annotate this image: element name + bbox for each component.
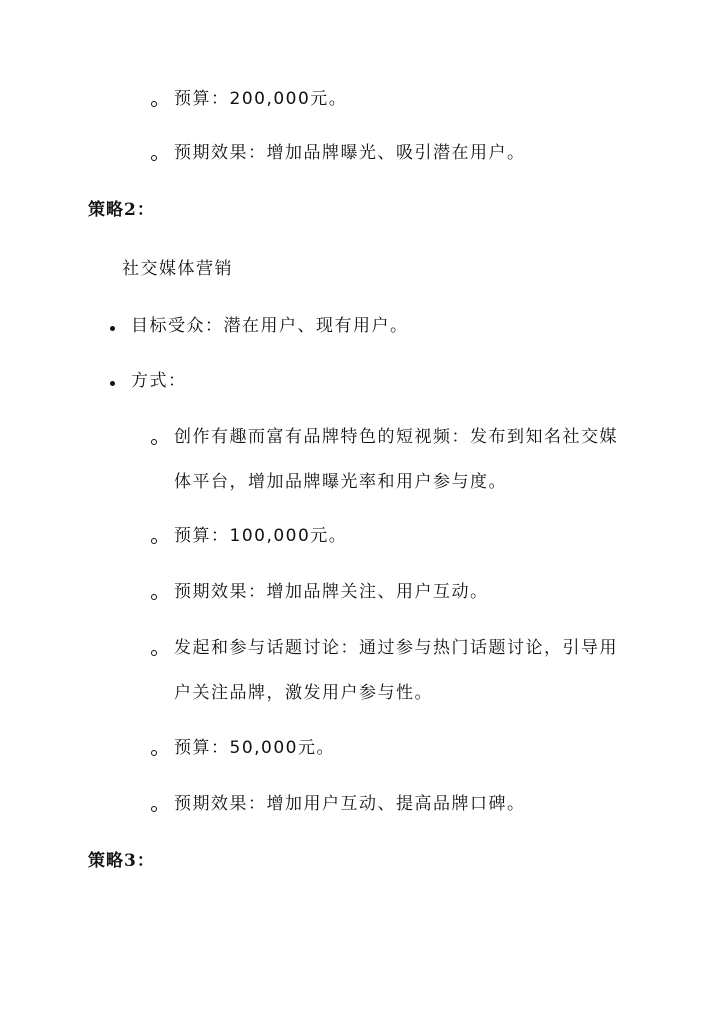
circle-bullet-icon (151, 806, 157, 812)
bullet-dot-icon (110, 326, 115, 331)
circle-bullet-icon (151, 594, 157, 600)
expected-effect-text: 预期效果：增加品牌曝光、吸引潜在用户。 (174, 143, 526, 163)
circle-bullet-icon (151, 101, 157, 107)
method-item-text-continued: 体平台，增加品牌曝光率和用户参与度。 (174, 472, 507, 492)
strategy-3-heading: 策略3： (88, 851, 155, 871)
circle-bullet-icon (151, 538, 157, 544)
budget-text: 预算：50,000元。 (174, 738, 335, 758)
strategy-2-subtitle: 社交媒体营销 (122, 259, 233, 279)
circle-bullet-icon (151, 750, 157, 756)
method-item-text: 创作有趣而富有品牌特色的短视频：发布到知名社交媒 (174, 427, 618, 447)
budget-text: 预算：200,000元。 (174, 89, 348, 109)
expected-effect-text: 预期效果：增加品牌关注、用户互动。 (174, 582, 489, 602)
method-item-text: 发起和参与话题讨论：通过参与热门话题讨论，引导用 (174, 638, 618, 658)
circle-bullet-icon (151, 155, 157, 161)
strategy-2-heading: 策略2： (88, 200, 155, 220)
bullet-dot-icon (110, 381, 115, 386)
circle-bullet-icon (151, 439, 157, 445)
budget-text: 预算：100,000元。 (174, 526, 348, 546)
circle-bullet-icon (151, 650, 157, 656)
method-label: 方式： (131, 371, 187, 391)
expected-effect-text: 预期效果：增加用户互动、提高品牌口碑。 (174, 794, 526, 814)
method-item-text-continued: 户关注品牌，激发用户参与性。 (174, 683, 433, 703)
target-audience-text: 目标受众：潜在用户、现有用户。 (131, 316, 409, 336)
